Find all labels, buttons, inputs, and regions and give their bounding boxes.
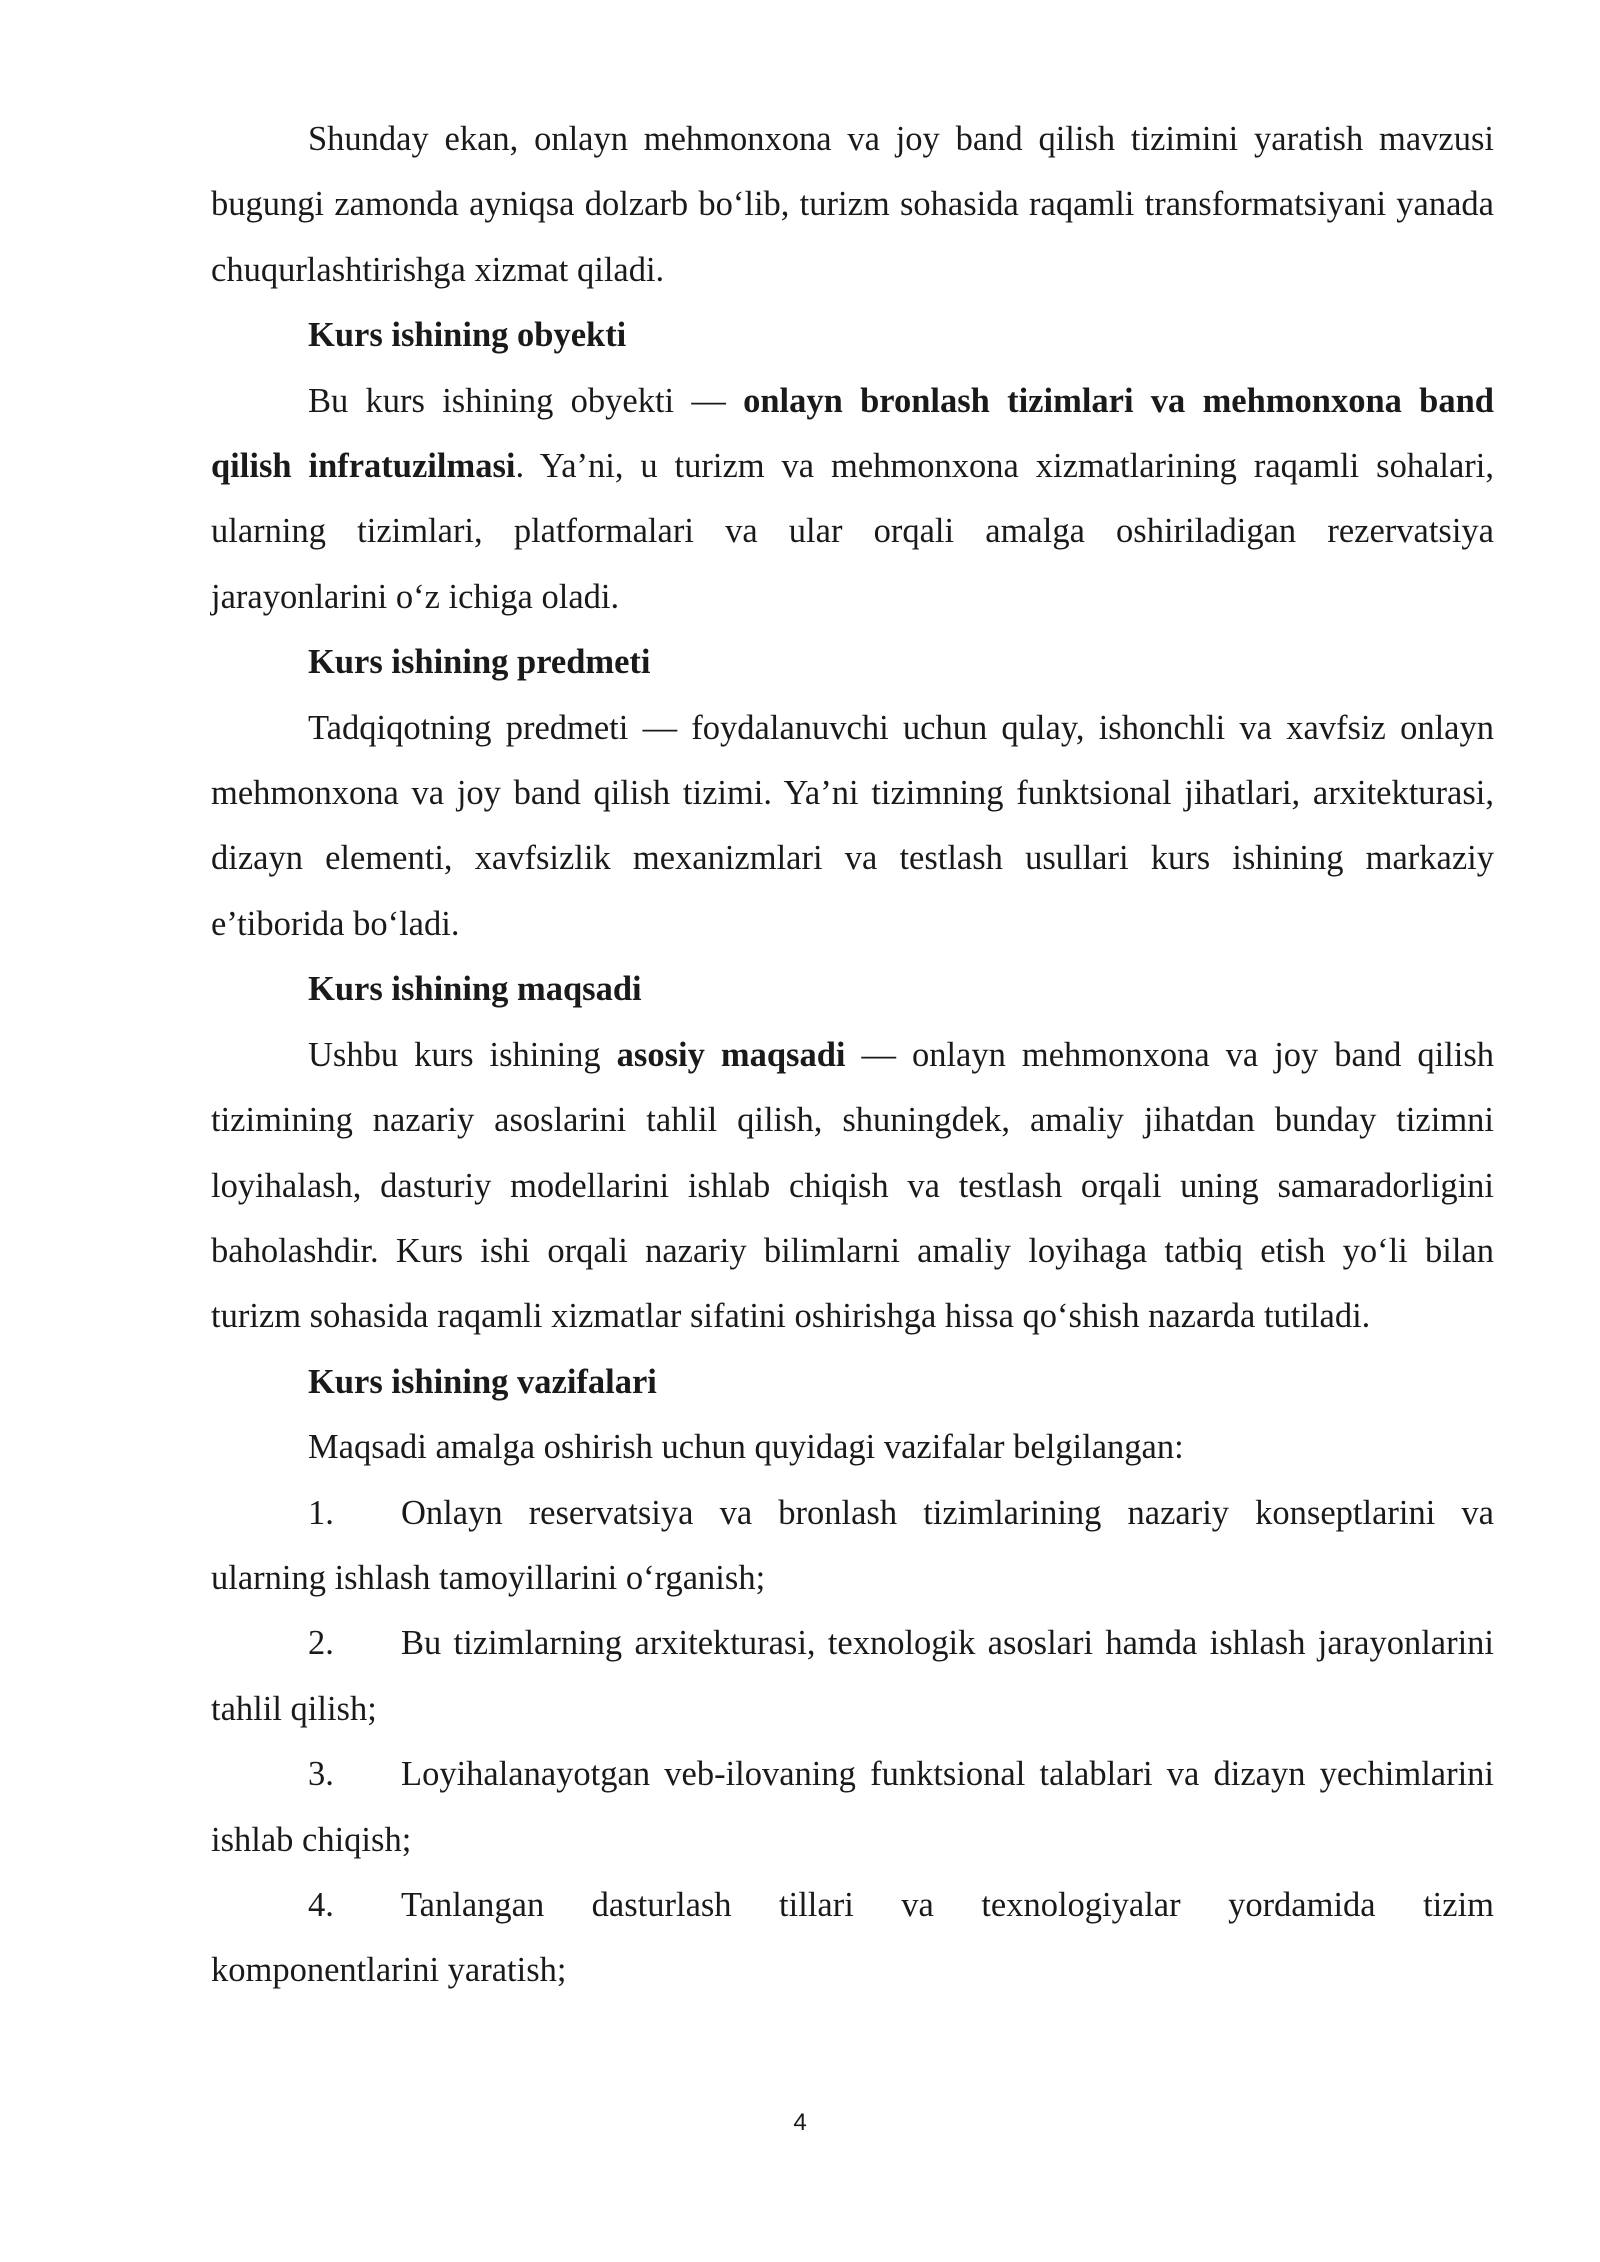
list-item <box>211 1611 1494 1742</box>
list-item-number: 4. <box>308 1885 334 1924</box>
list-item-number: 3. <box>308 1755 334 1794</box>
list-item-text: Tanlangan dasturlash tillari va texnologiyalar yordamida tizim komponentlarini yaratish; <box>211 1885 1494 1990</box>
predmet-heading: Kurs ishining predmeti <box>308 643 651 682</box>
obyekt-heading: Kurs ishining obyekti <box>308 316 627 355</box>
list-item <box>211 1742 1494 1873</box>
intro-paragraph: Shunday ekan, onlayn mehmonxona va joy band qilish tizimini yaratish mavzusi bugungi zamonda ayniqsa dolzarb bo‘lib, turizm sohasida raqamli transformatsiyani yanada chuqurlashtirishga xizmat qiladi. <box>211 120 1494 289</box>
obyekt-text-bold: onlayn bronlash tizimlari va mehmonxona band qilish infratuzilmasi <box>211 381 1494 486</box>
predmet-paragraph: Tadqiqotning predmeti — foydalanuvchi uchun qulay, ishonchli va xavfsiz onlayn mehmonxona va joy band qilish tizimi. Ya’ni tizimning funktsional jihatlari, arxitekturasi, dizayn elementi, xavfsizlik mexanizmlari va testlash usullari kurs ishining markaziy e’tiborida bo‘ladi. <box>211 708 1494 943</box>
document-page <box>211 107 1494 2004</box>
obyekt-paragraph <box>211 369 1494 631</box>
list-item-number: 1. <box>308 1493 334 1532</box>
list-item-text: Loyihalanayotgan veb-ilovaning funktsional talablari va dizayn yechimlarini ishlab chiqish; <box>211 1755 1494 1859</box>
maqsad-text-post: — onlayn mehmonxona va joy band qilish tizimining nazariy asoslarini tahlil qilish, shuningdek, amaliy jihatdan bunday tizimni loyihalash, dasturiy modellarini ishlab chiqish va testlash orqali uning samaradorligini baholashdir. Kurs ishi orqali nazariy bilimlarni amaliy loyihaga tatbiq etish yo‘li bilan turizm sohasida raqamli xizmatlar sifatini oshirishga hissa qo‘shish nazarda tutiladi. <box>211 1035 1495 1336</box>
page-number: 4 <box>793 2109 807 2136</box>
list-item <box>211 1873 1494 2004</box>
maqsad-text-pre: Ushbu kurs ishining <box>308 1035 617 1074</box>
maqsad-text-bold: asosiy maqsadi <box>616 1035 846 1074</box>
obyekt-text-pre: Bu kurs ishining obyekti — <box>308 381 744 420</box>
list-item-text: Onlayn reservatsiya va bronlash tizimlarining nazariy konseptlarini va ularning ishlash tamoyillarini o‘rganish; <box>211 1493 1494 1597</box>
vazifalar-intro: Maqsadi amalga oshirish uchun quyidagi vazifalar belgilangan: <box>308 1428 1184 1467</box>
obyekt-text-post: . Ya’ni, u turizm va mehmonxona xizmatlarining raqamli sohalari, ularning tizimlari, platformalari va ular orqali amalga oshiriladigan rezervatsiya jarayonlarini o‘z ichiga oladi. <box>211 447 1494 616</box>
list-item-number: 2. <box>308 1624 334 1663</box>
maqsad-paragraph <box>211 1023 1494 1350</box>
list-item <box>211 1481 1494 1612</box>
maqsad-heading: Kurs ishining maqsadi <box>308 970 642 1009</box>
list-item-text: Bu tizimlarning arxitekturasi, texnologik asoslari hamda ishlash jarayonlarini tahlil qilish; <box>211 1624 1494 1728</box>
vazifalar-heading: Kurs ishining vazifalari <box>308 1362 657 1401</box>
